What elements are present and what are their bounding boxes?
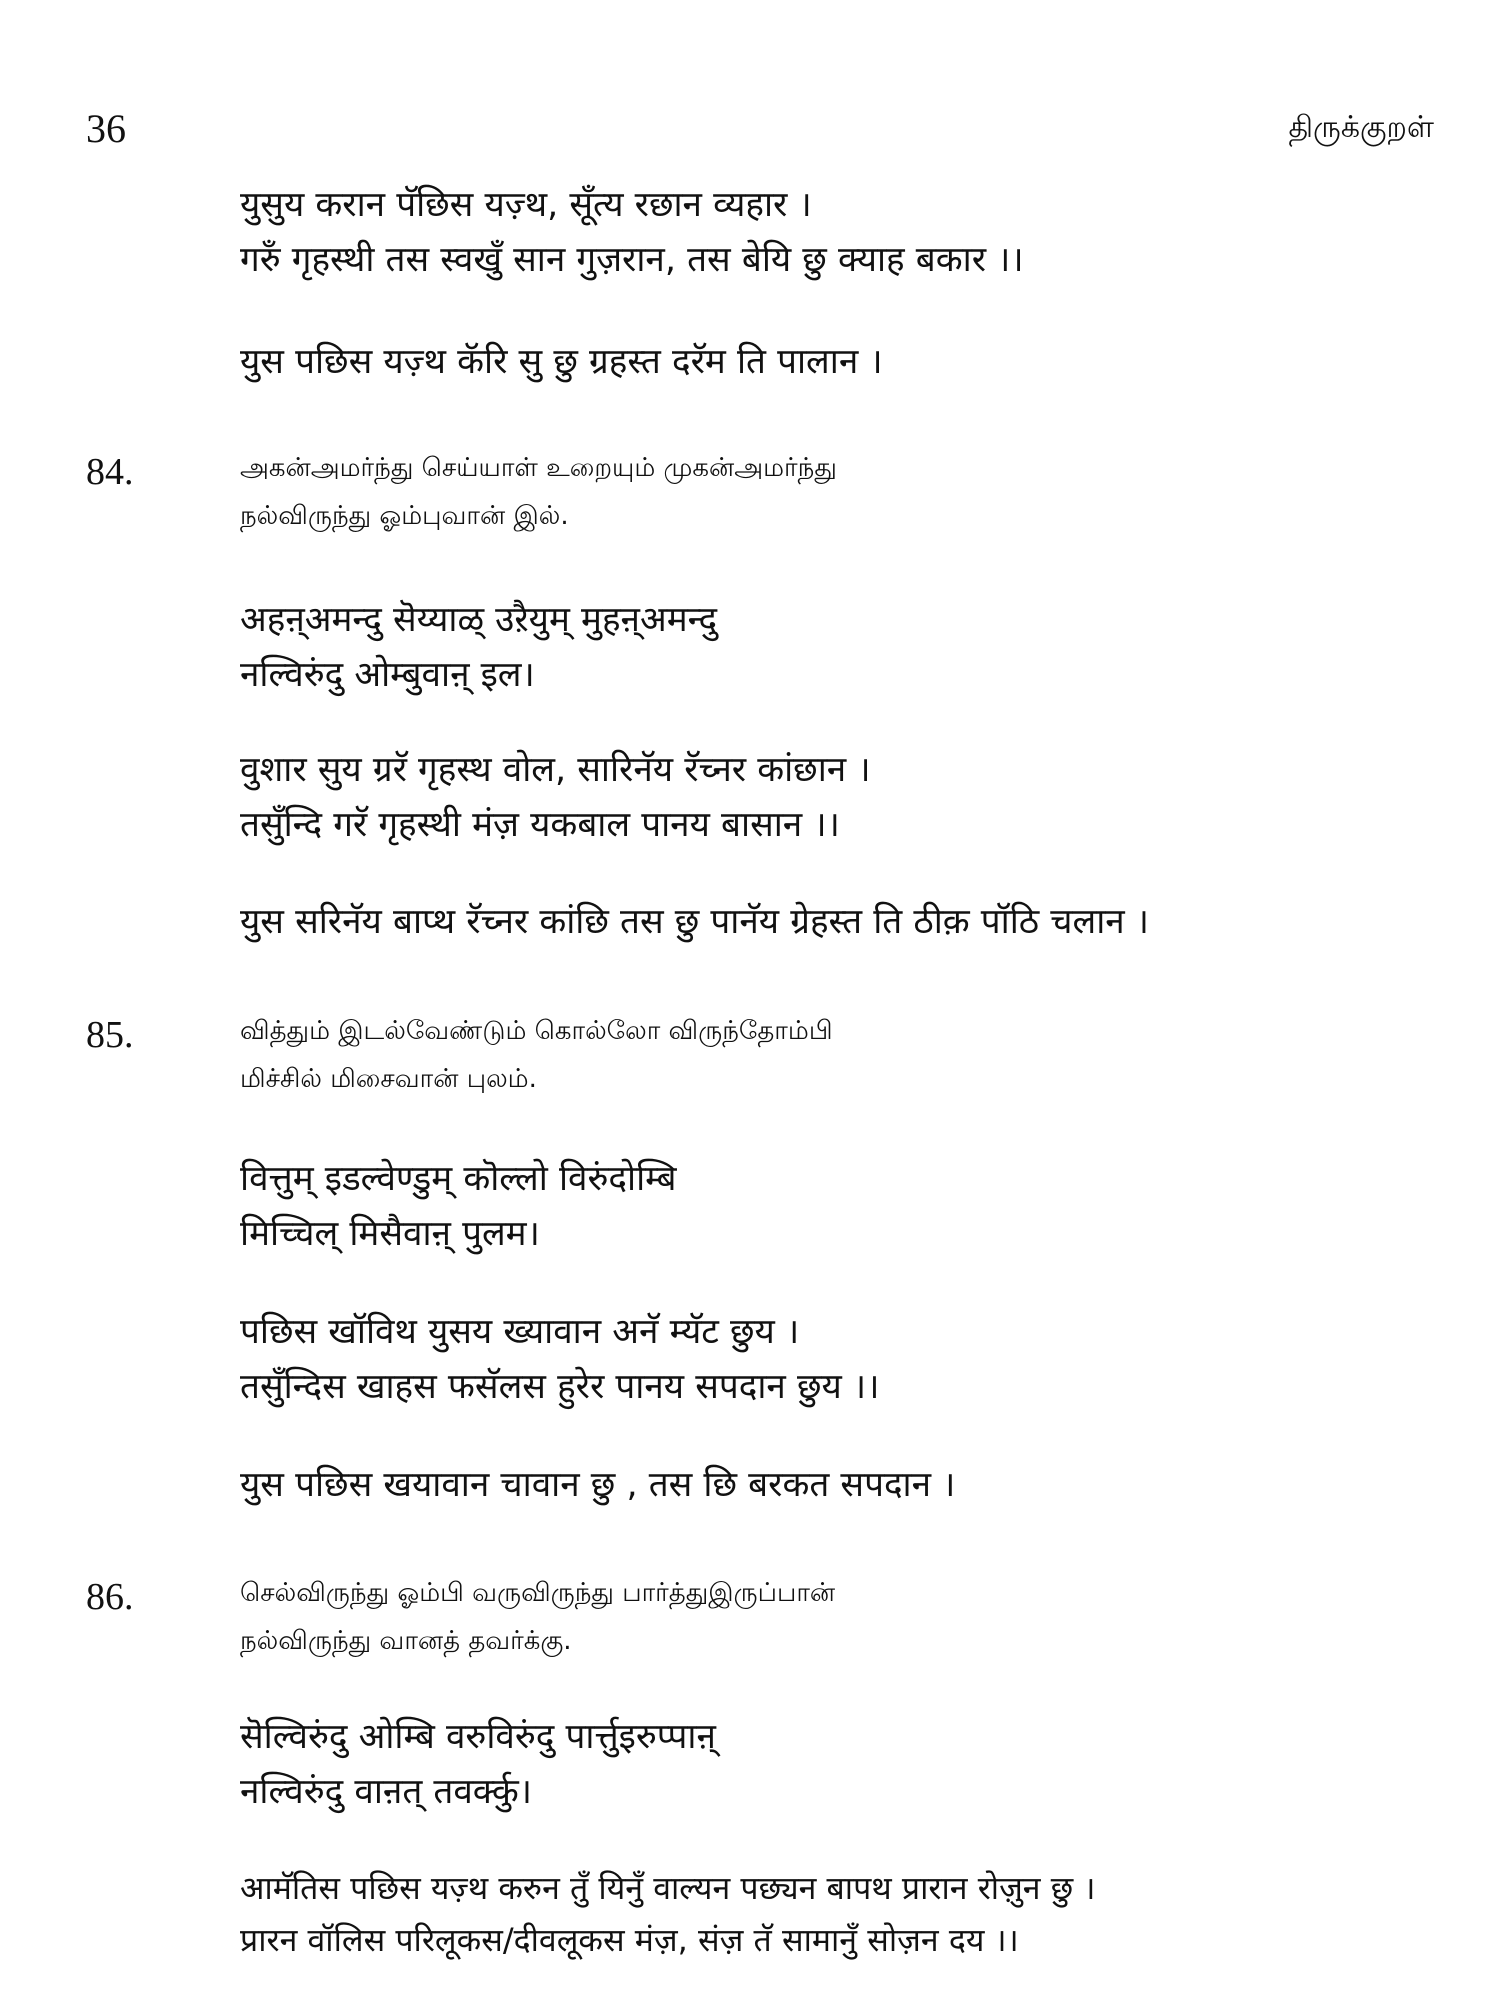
page-number: 36	[86, 106, 126, 151]
transliteration-line: अहऩ्अमन्दु सॆय्याळ् उऱैयुम् मुहऩ्अमन्दु	[240, 600, 718, 640]
translation	[240, 1312, 1460, 1407]
tamil-line: அகன்அமர்ந்து செய்யாள் உறையும் முகன்அமர்ந்து	[240, 453, 837, 483]
translation	[240, 1869, 1460, 1959]
intro-meaning	[240, 342, 1460, 382]
transliteration-line: वित्तुम् इडल्वेण्डुम् कॊल्लो विरुंदोम्बि	[240, 1159, 677, 1199]
tamil-verse	[240, 455, 1460, 529]
transliteration	[240, 600, 1460, 695]
meaning-line: युस पछिस खयावान चावान छु , तस छि बरकत सपदान ।	[240, 1465, 956, 1505]
translation-line: तसुँन्दिस खाहस फसॅलस हुरेर पानय सपदान छुय ।।	[240, 1367, 880, 1407]
intro-translation	[240, 185, 1460, 280]
transliteration	[240, 1159, 1460, 1254]
translation	[240, 750, 1460, 845]
translation-line: युसुय करान पॅछिस यज़्थ, सूँत्य रछान व्यहार ।	[240, 185, 812, 225]
meaning	[240, 1465, 1460, 1505]
tamil-line: மிச்சில் மிசைவான் புலம்.	[240, 1064, 537, 1094]
translation-line: प्रारन वॉलिस परिलूकस/दीवलूकस मंज़, संज़ तॅ सामानुँ सोज़न दय ।।	[240, 1921, 1019, 1959]
tamil-line: நல்விருந்து ஓம்புவான் இல்.	[240, 501, 569, 531]
verse-number: 85.	[86, 1014, 134, 1056]
tamil-line: வித்தும் இடல்வேண்டும் கொல்லோ விருந்தோம்பி	[240, 1016, 833, 1046]
transliteration-line: नल्विरुंदु वाऩत् तवर्क्कु।	[240, 1772, 533, 1812]
tamil-line: செல்விருந்து ஓம்பி வருவிருந்து பார்த்துஇருப்பான்	[240, 1578, 836, 1608]
tamil-line: நல்விருந்து வானத் தவர்க்கு.	[240, 1626, 572, 1656]
transliteration-line: सॆल्विरुंदु ओम्बि वरुविरुंदु पार्त्तुइरुप्पाऩ्	[240, 1717, 716, 1757]
meaning-line: युस सरिनॅय बाप्थ रॅच्नर कांछि तस छु पानॅय ग्रेहस्त ति ठीक़ पॉठि चलान ।	[240, 902, 1150, 942]
verse-number: 84.	[86, 451, 134, 493]
translation-line: पछिस खॉविथ युसय ख्यावान अनॅ म्यॅट छुय ।	[240, 1312, 800, 1352]
tamil-verse	[240, 1580, 1460, 1654]
transliteration	[240, 1717, 1460, 1812]
translation-line: वुशार सुय ग्ररॅ गृहस्थ वोल, सारिनॅय रॅच्नर कांछान ।	[240, 750, 871, 790]
translation-line: गरुँ गृहस्थी तस स्वखुँ सान गुज़रान, तस बेयि छु क्याह बकार ।।	[240, 240, 1024, 280]
running-title: திருக்குறள்	[1288, 110, 1434, 145]
tamil-verse	[240, 1018, 1460, 1092]
transliteration-line: नल्विरुंदु ओम्बुवाऩ् इल।	[240, 655, 535, 695]
meaning	[240, 902, 1460, 942]
meaning-line: युस पछिस यज़्थ कॅरि सु छु ग्रहस्त दरॅम ति पालान ।	[240, 342, 883, 382]
transliteration-line: मिच्चिल् मिसैवाऩ् पुलम।	[240, 1214, 540, 1254]
verse-number: 86.	[86, 1576, 134, 1618]
translation-line: आमॅतिस पछिस यज़्थ करुन तुँ यिनुँ वाल्यन पछ्यन बापथ प्रारान रोज़ुन छु ।	[240, 1869, 1096, 1907]
translation-line: तसुँन्दि गरॅ गृहस्थी मंज़ यकबाल पानय बासान ।।	[240, 805, 840, 845]
